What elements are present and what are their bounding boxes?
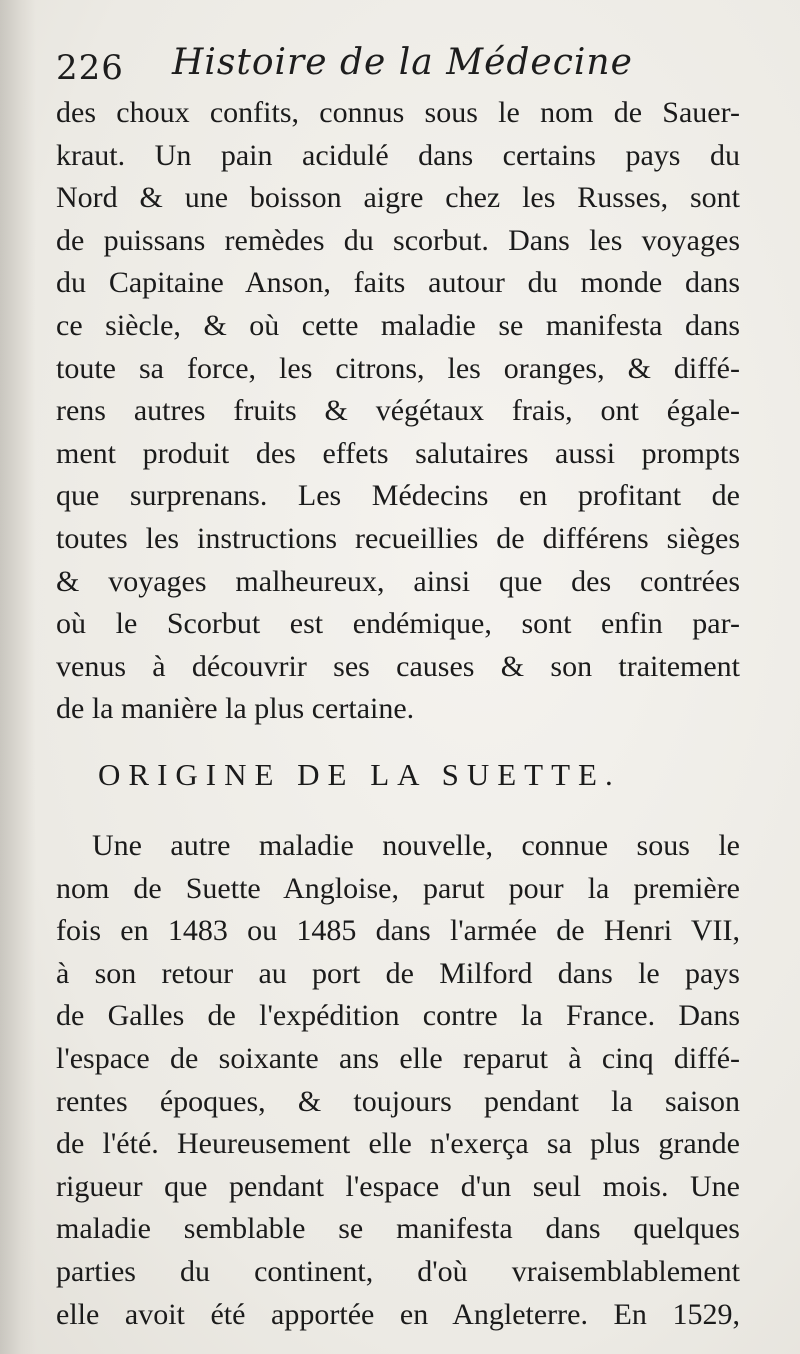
text-line: toutes les instructions recueillies de différens sièges — [56, 521, 740, 555]
text-line: de l'été. Heureusement elle n'exerça sa plus grande — [56, 1127, 740, 1161]
page-gutter-shadow — [0, 0, 36, 1354]
paragraph-scurvy-remedies — [56, 92, 740, 731]
text-line: où le Scorbut est endémique, sont enfin par- — [56, 607, 740, 641]
text-line: toute sa force, les citrons, les oranges, & diffé- — [56, 351, 740, 385]
running-head-title: Histoire de la Médecine — [172, 42, 633, 83]
text-line: ce siècle, & où cette maladie se manifesta dans — [56, 308, 740, 342]
text-line: du Capitaine Anson, faits autour du monde dans — [56, 266, 740, 300]
running-head — [56, 38, 756, 98]
text-line: de Galles de l'expédition contre la France. Dans — [56, 999, 740, 1033]
text-line: elle avoit été apportée en Angleterre. En 1529, — [56, 1297, 740, 1331]
section-heading: ORIGINE DE LA SUETTE. — [98, 757, 621, 792]
paragraph-sweating-sickness — [56, 825, 740, 1336]
text-line: maladie semblable se manifesta dans quelques — [56, 1212, 740, 1246]
text-line: de la manière la plus certaine. — [56, 692, 415, 726]
page-number: 226 — [56, 48, 124, 88]
text-line: ment produit des effets salutaires aussi prompts — [56, 436, 740, 470]
text-line: rigueur que pendant l'espace d'un seul mois. Une — [56, 1169, 740, 1203]
text-line: nom de Suette Angloise, parut pour la première — [56, 871, 740, 905]
text-line: venus à découvrir ses causes & son traitement — [56, 649, 740, 683]
text-line: à son retour au port de Milford dans le pays — [56, 956, 740, 990]
text-line: rentes époques, & toujours pendant la saison — [56, 1084, 740, 1118]
text-line: rens autres fruits & végétaux frais, ont égale- — [56, 394, 740, 428]
text-line: Une autre maladie nouvelle, connue sous le — [92, 829, 740, 862]
text-line: & voyages malheureux, ainsi que des contrées — [56, 564, 740, 598]
text-line: fois en 1483 ou 1485 dans l'armée de Henri VII, — [56, 914, 740, 948]
text-line: de puissans remèdes du scorbut. Dans les voyages — [56, 223, 740, 257]
text-line: parties du continent, d'où vraisemblablement — [56, 1254, 740, 1288]
text-line: Nord & une boisson aigre chez les Russes, sont — [56, 181, 740, 215]
text-line: des choux confits, connus sous le nom de Sauer- — [56, 96, 740, 129]
text-line: kraut. Un pain acidulé dans certains pays du — [56, 138, 740, 172]
text-line: que surprenans. Les Médecins en profitant de — [56, 479, 740, 513]
text-line: l'espace de soixante ans elle reparut à cinq diffé- — [56, 1041, 740, 1075]
